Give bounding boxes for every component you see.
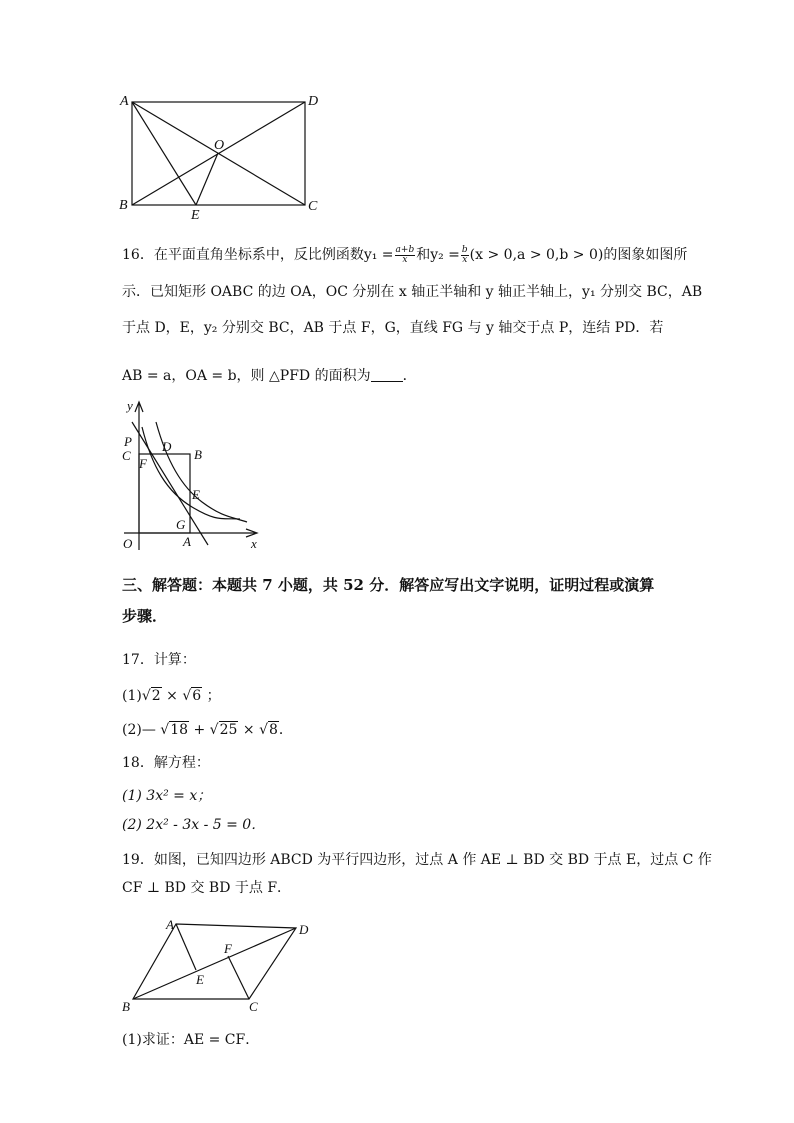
- q16-and: 和: [416, 247, 431, 263]
- q17-p1-radicand-a: 2: [151, 688, 161, 704]
- q17-part1: (1)√2 × √6 ；: [122, 688, 221, 704]
- diagonal-bd: [133, 928, 296, 999]
- curve-y2: [142, 427, 240, 519]
- q17-p2-radicand-a: 18: [170, 722, 189, 738]
- label-c: C: [122, 448, 131, 463]
- label-b: B: [194, 447, 202, 462]
- label-d: D: [299, 922, 309, 937]
- q16-question: AB = a，OA = b，则 △PFD 的面积为: [122, 368, 371, 384]
- label-e: E: [192, 487, 200, 502]
- q16-line2: 示．已知矩形 OABC 的边 OA，OC 分别在 x 轴正半轴和 y 轴正半轴上，y₁ 分别交 BC，AB: [122, 284, 703, 300]
- q16-frac2: [461, 246, 469, 265]
- segment-ae: [132, 102, 196, 205]
- q16-line3: 于点 D，E，y₂ 分别交 BC，AB 于点 F，G，直线 FG 与 y 轴交于点 P，连结 PD．若: [122, 320, 664, 336]
- label-e: E: [191, 208, 200, 223]
- segment-cf: [228, 956, 249, 999]
- section3-heading-line1: 三、解答题：本题共 7 小题，共 52 分．解答应写出文字说明，证明过程或演算: [122, 576, 655, 594]
- label-a: A: [166, 917, 174, 932]
- label-x: x: [251, 536, 257, 551]
- label-o: O: [123, 536, 133, 551]
- q17-part2: (2)— √18 + √25 × √8．: [122, 722, 293, 738]
- q16-intro: 16．在平面直角坐标系中，反比例函数: [122, 247, 364, 263]
- curve-y1: [156, 422, 247, 522]
- q17-p1-prefix: (1): [122, 688, 142, 704]
- label-p: P: [124, 434, 132, 449]
- q16-intro-end: 的图象如图所: [603, 247, 688, 263]
- rectangle-figure: [110, 88, 330, 223]
- frac1-numerator: a+b: [395, 244, 415, 255]
- q17-title: 17．计算：: [122, 652, 196, 668]
- parallelogram-figure: [112, 912, 322, 1017]
- label-f: F: [139, 456, 147, 471]
- label-b: B: [122, 999, 130, 1014]
- q17-p2-radicand-c: 8: [268, 722, 278, 738]
- coordinate-graph: [112, 392, 267, 557]
- label-d: D: [162, 439, 172, 454]
- q17-p2-radicand-b: 25: [219, 722, 238, 738]
- q18-title: 18．解方程：: [122, 755, 210, 771]
- q17-p2-prefix: (2)—: [122, 722, 161, 738]
- q16-frac1: [395, 246, 416, 265]
- q17-p1-end: ；: [206, 688, 221, 704]
- q16-y2: y₂ =: [430, 247, 460, 263]
- label-c: C: [249, 999, 258, 1014]
- frac1-denominator: x: [402, 254, 408, 265]
- q16-period: ．: [402, 368, 417, 384]
- q17-p2-operator2: ×: [238, 722, 260, 738]
- label-g: G: [176, 517, 186, 532]
- frac2-numerator: b: [461, 244, 468, 255]
- label-a: A: [183, 534, 191, 549]
- q17-p1-radicand-b: 6: [192, 688, 202, 704]
- label-f: F: [224, 941, 232, 956]
- q19-part1: (1)求证：AE = CF．: [122, 1032, 260, 1048]
- q16-y1: y₁ =: [363, 247, 394, 263]
- label-c: C: [308, 199, 318, 214]
- frac2-denominator: x: [462, 254, 468, 265]
- section3-heading-line2: 步骤．: [122, 607, 168, 625]
- q16-line4: [122, 366, 417, 386]
- label-e: E: [196, 972, 204, 987]
- q17-p2-end: ．: [278, 722, 293, 738]
- q16-line1: [122, 245, 687, 265]
- q16-condition: (x > 0,a > 0,b > 0): [469, 247, 604, 263]
- label-y: y: [127, 398, 133, 413]
- label-d: D: [308, 94, 319, 109]
- answer-blank: [371, 367, 403, 382]
- label-a: A: [120, 94, 129, 109]
- segment-ae: [176, 924, 196, 970]
- q17-p2-operator1: +: [189, 722, 210, 738]
- q19-line2: CF ⊥ BD 交 BD 于点 F．: [122, 880, 292, 896]
- q17-p1-operator: ×: [161, 688, 183, 704]
- q18-part1: (1) 3x² = x；: [122, 788, 212, 804]
- label-b: B: [119, 198, 128, 213]
- q19-line1: 19．如图，已知四边形 ABCD 为平行四边形，过点 A 作 AE ⊥ BD 交 BD 于点 E，过点 C 作: [122, 852, 712, 868]
- q18-part2: (2) 2x² - 3x - 5 = 0．: [122, 817, 266, 833]
- label-o: O: [214, 138, 225, 153]
